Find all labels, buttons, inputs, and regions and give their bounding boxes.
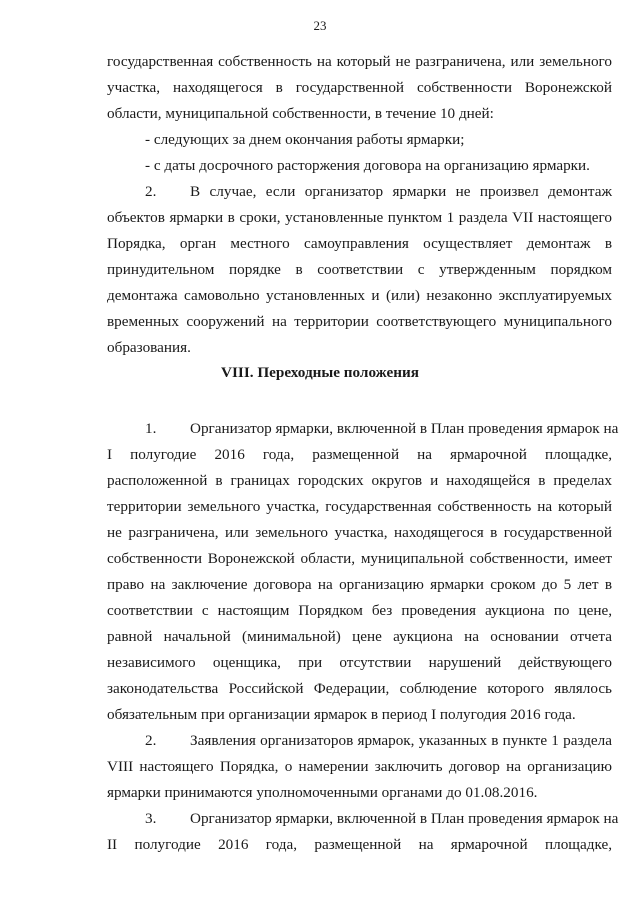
text-line: ярмарки принимаются уполномоченными органами до 01.08.2016. — [107, 784, 538, 801]
text-line: Заявления организаторов ярмарок, указанных в пункте 1 раздела — [190, 732, 612, 749]
text-line: участка, находящегося в государственной собственности Воронежской — [107, 79, 612, 96]
text-line: право на заключение договора на организацию ярмарки сроком до 5 лет в — [107, 576, 612, 593]
text-line: не разграничена, или земельного участка, находящегося в государственной — [107, 524, 612, 541]
page-number: 23 — [313, 18, 327, 33]
text-line: государственная собственность на который не разграничена, или земельного — [107, 53, 612, 70]
bullet-line: - с даты досрочного расторжения договора на организацию ярмарки. — [145, 157, 590, 174]
text-line: территории земельного участка, государственная собственность на который — [107, 498, 612, 515]
text-line: В случае, если организатор ярмарки не произвел демонтаж — [190, 183, 612, 200]
text-line: равной начальной (минимальной) цене аукциона на основании отчета — [107, 628, 612, 645]
text-line: временных сооружений на территории соответствующего муниципального — [107, 313, 612, 330]
text-line: независимого оценщика, при отсутствии нарушений действующего — [107, 654, 612, 671]
text-line: расположенной в границах городских округов и находящейся в пределах — [107, 472, 612, 489]
text-line: VIII настоящего Порядка, о намерении заключить договор на организацию — [107, 758, 612, 775]
text-line: образования. — [107, 339, 191, 356]
item-number: 2. — [145, 183, 157, 200]
text-line: Порядка, орган местного самоуправления осуществляет демонтаж в — [107, 235, 612, 252]
text-line: Организатор ярмарки, включенной в План проведения ярмарок на — [190, 810, 619, 827]
item-number: 2. — [145, 732, 157, 749]
item-number: 3. — [145, 810, 157, 827]
text-line: II полугодие 2016 года, размещенной на ярмарочной площадке, — [107, 836, 612, 853]
bullet-line: - следующих за днем окончания работы ярмарки; — [145, 131, 465, 148]
text-line: обязательным при организации ярмарок в период I полугодия 2016 года. — [107, 706, 576, 723]
text-line: законодательства Российской Федерации, соблюдение которого являлось — [107, 680, 612, 697]
text-line: соответствии с настоящим Порядком без проведения аукциона по цене, — [107, 602, 612, 619]
text-line: объектов ярмарки в сроки, установленные пунктом 1 раздела VII настоящего — [107, 209, 612, 226]
item-number: 1. — [145, 420, 157, 437]
text-line: принудительном порядке в соответствии с утвержденным порядком — [107, 261, 612, 278]
section-heading: VIII. Переходные положения — [221, 364, 419, 381]
text-line: собственности Воронежской области, муниципальной собственности, имеет — [107, 550, 612, 567]
text-line: демонтажа самовольно установленных и (или) незаконно эксплуатируемых — [107, 287, 612, 304]
text-line: I полугодие 2016 года, размещенной на ярмарочной площадке, — [107, 446, 612, 463]
text-line: области, муниципальной собственности, в течение 10 дней: — [107, 105, 494, 122]
text-line: Организатор ярмарки, включенной в План проведения ярмарок на — [190, 420, 619, 437]
